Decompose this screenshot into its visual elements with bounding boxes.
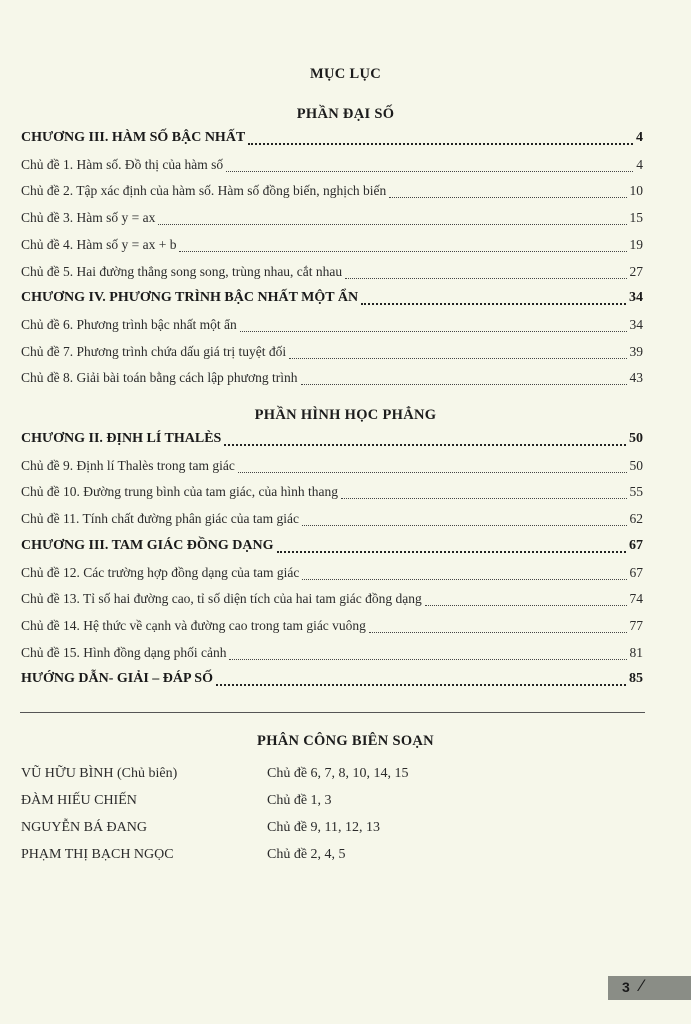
toc-entry-page: 67	[629, 537, 643, 553]
toc-dot-leader	[238, 471, 627, 473]
toc-topic-entry	[21, 645, 643, 665]
toc-topic-entry	[21, 618, 643, 638]
toc-chapter-entry	[21, 431, 643, 451]
toc-dot-leader	[229, 658, 626, 660]
geometry-section-title: PHẦN HÌNH HỌC PHẲNG	[254, 407, 437, 423]
toc-entry-label: Chủ đề 1. Hàm số. Đồ thị của hàm số	[21, 156, 224, 172]
toc-entry-page: 85	[629, 671, 643, 687]
toc-dot-leader	[179, 250, 626, 252]
toc-entry-page: 39	[629, 343, 643, 359]
author-row	[21, 820, 641, 840]
page-number-tab	[608, 976, 691, 1000]
toc-entry-page: 74	[629, 591, 643, 607]
toc-entry-label: Chủ đề 2. Tập xác định của hàm số. Hàm số đồng biến, nghịch biến	[21, 183, 387, 199]
toc-entry-page: 4	[636, 156, 643, 172]
toc-entry-page: 77	[629, 617, 643, 633]
toc-topic-entry	[21, 183, 643, 203]
author-row	[21, 766, 641, 786]
page-corner-mark: ⁄	[640, 976, 643, 995]
toc-entry-label: Chủ đề 14. Hệ thức về cạnh và đường cao trong tam giác vuông	[21, 617, 366, 633]
toc-topic-entry	[21, 370, 643, 390]
toc-topic-entry	[21, 210, 643, 230]
toc-topic-entry	[21, 344, 643, 364]
toc-entry-page: 34	[629, 316, 643, 332]
toc-topic-entry	[21, 511, 643, 531]
toc-dot-leader	[240, 330, 627, 332]
toc-dot-leader	[361, 302, 626, 305]
toc-entry-page: 15	[629, 210, 643, 226]
toc-entry-label: Chủ đề 10. Đường trung bình của tam giác, của hình thang	[21, 484, 339, 500]
section-divider	[20, 712, 645, 713]
author-name: VŨ HỮU BÌNH (Chủ biên)	[21, 766, 178, 781]
toc-dot-leader	[425, 604, 627, 606]
toc-dot-leader	[289, 357, 626, 359]
toc-topic-entry	[21, 264, 643, 284]
toc-topic-entry	[21, 458, 643, 478]
toc-topic-entry	[21, 237, 643, 257]
toc-dot-leader	[389, 196, 626, 198]
author-topics: Chủ đề 6, 7, 8, 10, 14, 15	[267, 766, 409, 781]
toc-entry-label: Chủ đề 15. Hình đồng dạng phối cảnh	[21, 644, 227, 660]
toc-dot-leader	[216, 683, 626, 686]
author-row	[21, 847, 641, 867]
toc-dot-leader	[226, 170, 633, 172]
toc-entry-label: CHƯƠNG III. HÀM SỐ BẬC NHẤT	[21, 130, 246, 145]
toc-dot-leader	[301, 383, 627, 385]
toc-topic-entry	[21, 565, 643, 585]
algebra-section-title: PHẦN ĐẠI SỐ	[296, 106, 395, 122]
toc-entry-page: 62	[629, 511, 643, 527]
toc-topic-entry	[21, 157, 643, 177]
author-name: ĐÀM HIẾU CHIẾN	[21, 793, 137, 808]
author-name: NGUYỄN BÁ ĐANG	[21, 820, 147, 835]
toc-entry-page: 55	[629, 484, 643, 500]
toc-dot-leader	[369, 631, 627, 633]
toc-dot-leader	[302, 578, 626, 580]
toc-dot-leader	[345, 277, 626, 279]
toc-entry-label: Chủ đề 4. Hàm số y = ax + b	[21, 236, 177, 252]
toc-entry-label: Chủ đề 6. Phương trình bậc nhất một ẩn	[21, 316, 237, 332]
toc-entry-label: Chủ đề 9. Định lí Thalès trong tam giác	[21, 457, 235, 473]
toc-title: MỤC LỤC	[310, 66, 381, 82]
toc-dot-leader	[302, 524, 626, 526]
toc-entry-page: 50	[629, 457, 643, 473]
toc-chapter-entry	[21, 538, 643, 558]
author-topics: Chủ đề 1, 3	[267, 793, 332, 808]
toc-dot-leader	[277, 550, 626, 553]
toc-entry-label: HƯỚNG DẪN- GIẢI – ĐÁP SỐ	[21, 671, 213, 687]
toc-entry-label: CHƯƠNG IV. PHƯƠNG TRÌNH BẬC NHẤT MỘT ẨN	[21, 290, 359, 306]
author-row	[21, 793, 641, 813]
toc-entry-page: 19	[629, 236, 643, 252]
toc-chapter-entry	[21, 671, 643, 691]
toc-entry-page: 43	[629, 370, 643, 386]
author-name: PHẠM THỊ BẠCH NGỌC	[21, 847, 174, 862]
toc-entry-page: 27	[629, 263, 643, 279]
toc-topic-entry	[21, 484, 643, 504]
toc-topic-entry	[21, 317, 643, 337]
toc-dot-leader	[224, 443, 626, 446]
toc-entry-page: 10	[629, 183, 643, 199]
toc-topic-entry	[21, 591, 643, 611]
toc-entry-label: Chủ đề 12. Các trường hợp đồng dạng của tam giác	[21, 564, 300, 580]
toc-chapter-entry	[21, 130, 643, 150]
author-topics: Chủ đề 9, 11, 12, 13	[267, 820, 381, 835]
authors-title: PHÂN CÔNG BIÊN SOẠN	[257, 733, 434, 749]
toc-entry-label: Chủ đề 13. Tỉ số hai đường cao, tỉ số diện tích của hai tam giác đồng dạng	[21, 591, 422, 607]
toc-entry-label: Chủ đề 5. Hai đường thẳng song song, trùng nhau, cắt nhau	[21, 263, 343, 279]
toc-entry-page: 4	[636, 130, 643, 145]
author-topics: Chủ đề 2, 4, 5	[267, 847, 346, 862]
toc-entry-page: 67	[629, 564, 643, 580]
toc-entry-label: Chủ đề 11. Tính chất đường phân giác của tam giác	[21, 511, 300, 527]
toc-entry-label: Chủ đề 8. Giải bài toán bằng cách lập phương trình	[21, 370, 298, 386]
toc-entry-page: 34	[629, 290, 643, 306]
toc-dot-leader	[341, 497, 626, 499]
toc-entry-page: 50	[629, 431, 643, 446]
toc-entry-label: Chủ đề 7. Phương trình chứa dấu giá trị tuyệt đối	[21, 343, 287, 359]
toc-entry-label: CHƯƠNG II. ĐỊNH LÍ THALÈS	[21, 431, 222, 446]
toc-dot-leader	[248, 142, 633, 145]
toc-entry-label: Chủ đề 3. Hàm số y = ax	[21, 210, 156, 226]
toc-entry-page: 81	[629, 644, 643, 660]
page-number: 3	[622, 979, 630, 995]
toc-entry-label: CHƯƠNG III. TAM GIÁC ĐỒNG DẠNG	[21, 537, 274, 553]
toc-dot-leader	[158, 223, 626, 225]
toc-chapter-entry	[21, 290, 643, 310]
